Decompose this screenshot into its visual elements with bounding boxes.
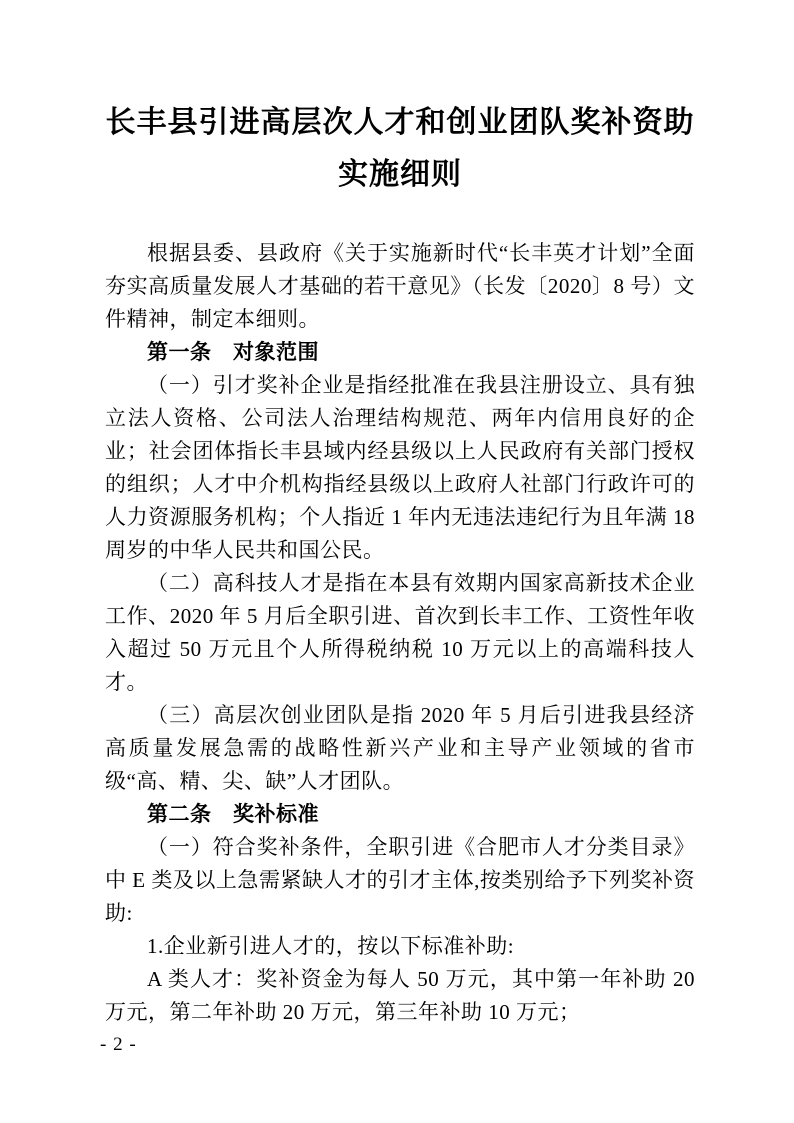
body-paragraph: A 类人才：奖补资金为每人 50 万元，其中第一年补助 20 万元，第二年补助 20 万元，第三年补助 10 万元；	[105, 967, 695, 1024]
body-paragraph: （一）引才奖补企业是指经批准在我县注册设立、具有独立法人资格、公司法人治理结构规范、两年内信用良好的企业；社会团体指长丰县域内经县级以上人民政府有关部门授权的组织；人才中介机构指经县级以上政府人社部门行政许可的人力资源服务机构；个人指近 1 年内无违法违纪行为且年满 18 周岁的中华人民共和国公民。	[105, 373, 695, 562]
section-heading: 第二条 奖补标准	[147, 803, 319, 826]
body-paragraph: 根据县委、县政府《关于实施新时代“长丰英才计划”全面夯实高质量发展人才基础的若干意见》（长发〔2020〕8 号）文件精神，制定本细则。	[105, 241, 695, 331]
document-title-line2: 实施细则	[338, 158, 462, 191]
document-body	[105, 237, 695, 1029]
page-number: - 2 -	[100, 1034, 137, 1055]
document-content	[105, 97, 695, 1029]
body-paragraph: （二）高科技人才是指在本县有效期内国家高新技术企业工作、2020 年 5 月后全职引进、首次到长丰工作、工资性年收入超过 50 万元且个人所得税纳税 10 万元以上的高端科技人才。	[105, 571, 695, 694]
section-heading: 第一条 对象范围	[147, 341, 319, 364]
document-title-line1: 长丰县引进高层次人才和创业团队奖补资助	[105, 106, 695, 139]
body-paragraph: （一）符合奖补条件，全职引进《合肥市人才分类目录》中 E 类及以上急需紧缺人才的引才主体,按类别给予下列奖补资助:	[105, 835, 695, 925]
document-title	[105, 97, 695, 201]
body-paragraph: 1.企业新引进人才的，按以下标准补助:	[147, 934, 515, 958]
body-paragraph: （三）高层次创业团队是指 2020 年 5 月后引进我县经济高质量发展急需的战略性新兴产业和主导产业领域的省市级“高、精、尖、缺”人才团队。	[105, 703, 695, 793]
